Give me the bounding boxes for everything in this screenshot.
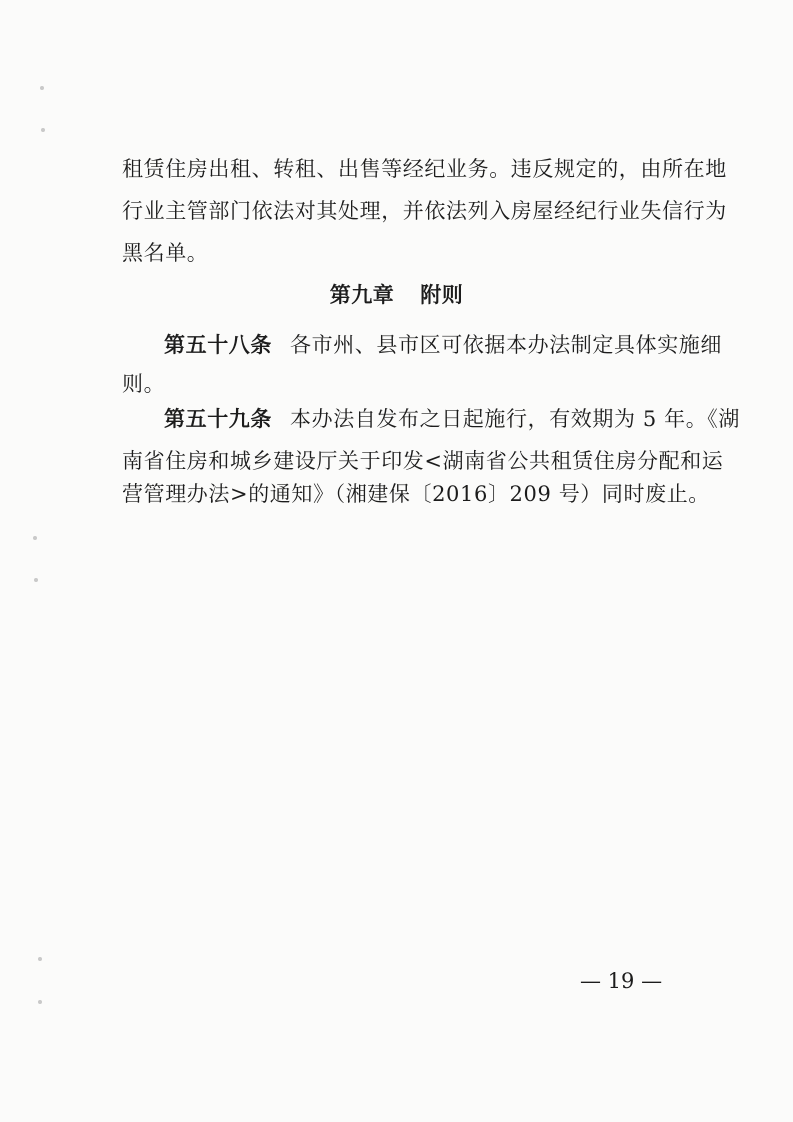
scan-speck: [33, 536, 37, 540]
scan-speck: [38, 1000, 42, 1004]
scan-speck: [40, 86, 44, 90]
article-58: [164, 330, 722, 360]
paragraph-line: 营管理办法>的通知》（湘建保〔2016〕209 号）同时废止。: [122, 482, 710, 506]
paragraph-line: 行业主管部门依法对其处理，并依法列入房屋经纪行业失信行为: [122, 199, 727, 223]
article-text: 本办法自发布之日起施行，有效期为 5 年。《湖: [290, 407, 741, 431]
paragraph-line: 租赁住房出租、转租、出售等经纪业务。违反规定的，由所在地: [122, 157, 727, 181]
chapter-number: 第九章: [329, 283, 395, 307]
article-59: [164, 404, 741, 434]
article-number: 第五十八条: [164, 333, 272, 357]
paragraph-line: 黑名单。: [122, 241, 209, 265]
article-number: 第五十九条: [164, 407, 272, 431]
scan-speck: [41, 128, 45, 132]
paragraph-line: 则。: [122, 372, 166, 396]
scan-speck: [38, 957, 42, 961]
chapter-title: 附则: [420, 283, 464, 307]
page-number: — 19 —: [580, 969, 663, 993]
chapter-heading: [0, 280, 793, 310]
scan-speck: [34, 578, 38, 582]
paragraph-line: 南省住房和城乡建设厅关于印发<湖南省公共租赁住房分配和运: [122, 449, 724, 473]
article-text: 各市州、县市区可依据本办法制定具体实施细: [290, 333, 722, 357]
